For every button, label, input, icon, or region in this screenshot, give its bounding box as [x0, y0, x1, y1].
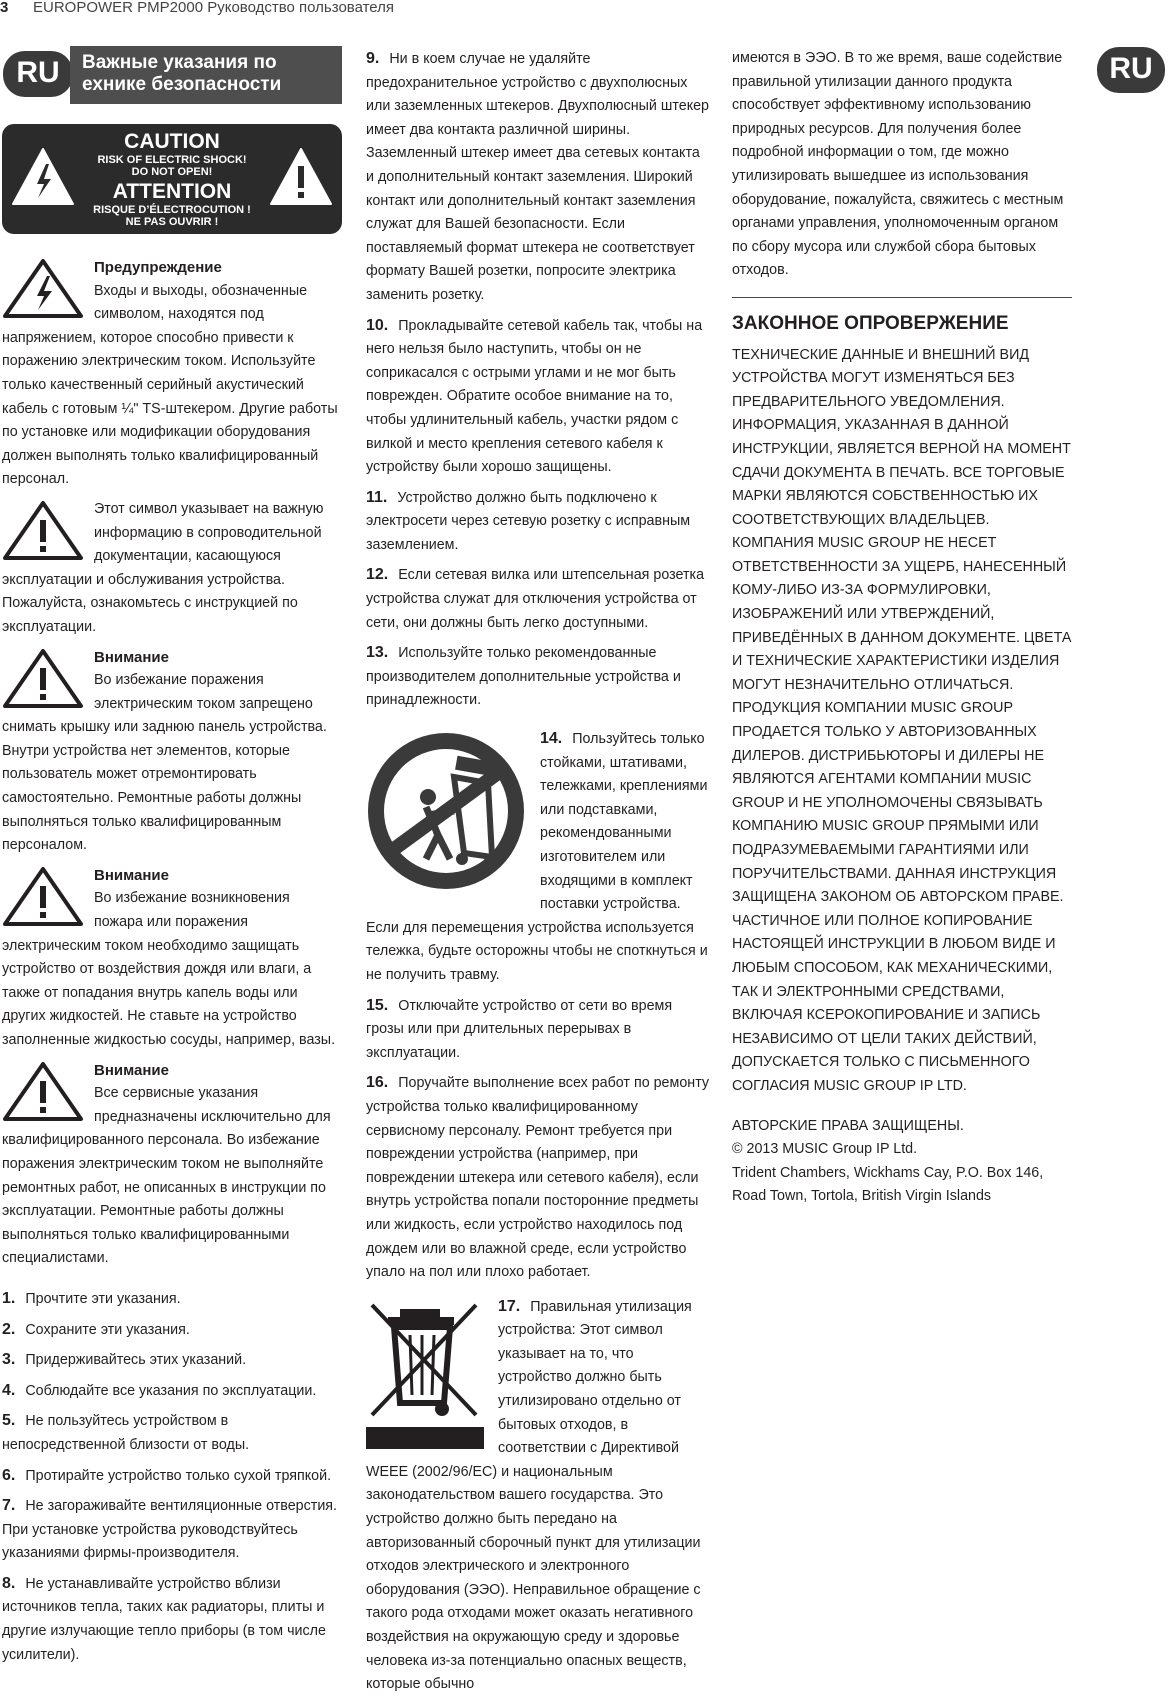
instruction-list — [2, 1287, 340, 1667]
item-number: 13. — [366, 644, 389, 662]
list-item — [366, 727, 711, 988]
weee-disposal-icon — [366, 1299, 484, 1449]
legal-disclaimer-text: ТЕХНИЧЕСКИЕ ДАННЫЕ И ВНЕШНИЙ ВИД УСТРОЙСТВА МОГУТ ИЗМЕНЯТЬСЯ БЕЗ ПРЕДВАРИТЕЛЬНОГО УВЕДОМЛЕНИЯ. ИНФОРМАЦИЯ, УКАЗАННАЯ В ДАННОЙ ИНСТРУКЦИИ, ЯВЛЯЕТСЯ ВЕРНОЙ НА МОМЕНТ СДАЧИ ДОКУМЕНТА В ПЕЧАТЬ. ВСЕ ТОРГОВЫЕ МАРКИ ЯВЛЯЮТСЯ СОБСТВЕННОСТЬЮ ИХ СООТВЕТСТВУЮЩИХ ВЛАДЕЛЬЦЕВ. КОМПАНИЯ MUSIC GROUP НЕ НЕСЕТ ОТВЕТСТВЕННОСТИ ЗА УЩЕРБ, НАНЕСЕННЫЙ КОМУ-ЛИБО ИЗ-ЗА ФОРМУЛИРОВКИ, ИЗОБРАЖЕНИЙ ИЛИ УТВЕРЖДЕНИЙ, ПРИВЕДЁННЫХ В ДАННОМ ДОКУМЕНТЕ. ЦВЕТА И ТЕХНИЧЕСКИЕ ХАРАКТЕРИСТИКИ ИЗДЕЛИЯ МОГУТ НЕЗНАЧИТЕЛЬНО ОТЛИЧАТЬСЯ. ПРОДУКЦИЯ КОМПАНИИ MUSIC GROUP ПРОДАЕТСЯ ТОЛЬКО У АВТОРИЗОВАННЫХ ДИЛЕРОВ. ДИСТРИБЬЮТОРЫ И ДИЛЕРЫ НЕ ЯВЛЯЮТСЯ АГЕНТАМИ КОМПАНИИ MUSIC GROUP И НЕ УПОЛНОМОЧЕНЫ СВЯЗЫВАТЬ КОМПАНИЮ MUSIC GROUP ПРЯМЫМИ ИЛИ ПОДРАЗУМЕВАЕМЫМИ ГАРАНТИЯМИ ИЛИ ПОРУЧИТЕЛЬСТВАМИ. ДАННАЯ ИНСТРУКЦИЯ ЗАЩИЩЕНА ЗАКОНОМ ОБ АВТОРСКОМ ПРАВЕ. ЧАСТИЧНОЕ ИЛИ ПОЛНОЕ КОПИРОВАНИЕ НАСТОЯЩЕЙ ИНСТРУКЦИИ В ЛЮБОМ ВИДЕ И ЛЮБЫМ СПОСОБОМ, КАК МЕХАНИЧЕСКИМИ, ТАК И ЭЛЕКТРОННЫМИ СРЕДСТВАМИ, ВКЛЮЧАЯ КСЕРОКОПИРОВАНИЕ И ЗАПИСЬ НЕЗАВИСИМО ОТ ЦЕЛИ ТАКИХ ДЕЙСТВИЙ, ДОПУСКАЕТСЯ ТОЛЬКО С ПИСЬМЕННОГО СОГЛАСИЯ MUSIC GROUP IP LTD. — [732, 346, 1072, 1094]
warning-block — [2, 864, 340, 1053]
language-badge-right: RU — [1097, 47, 1165, 93]
list-item — [366, 1295, 711, 1697]
warning-title: Внимание — [94, 648, 169, 666]
item-text: Прочтите эти указания. — [25, 1290, 181, 1307]
column-2 — [366, 47, 711, 1703]
item-text: Придерживайтесь этих указаний. — [25, 1352, 247, 1369]
caution-sub-1: RISK OF ELECTRIC SHOCK! — [97, 154, 247, 166]
warning-text: Во избежание поражения электрическим током запрещено снимать крышку или заднюю панель устройства. Внутри устройства нет элементов, которые пользователь может отремонтировать самостоятельно. Ремонтные работы должны выполняться только квалифицированным персоналом. — [2, 672, 327, 854]
item-text: Устройство должно быть подключено к электросети через сетевую розетку с исправным заземлением. — [366, 489, 691, 553]
item-text: Поручайте выполнение всех работ по ремонту устройства только квалифицированному сервисному персоналу. Ремонт требуется при повреждении устройства (например, при повреждении штекера или сетевого кабеля), если внутрь устройства попали посторонние предметы или жидкость, если устройство находилось под дождем или во влажной среде, если устройство упало на пол или плохо работает. — [366, 1075, 710, 1281]
column-3 — [732, 47, 1072, 1209]
list-item — [366, 641, 711, 713]
column-1 — [2, 256, 340, 1673]
item-text: Сохраните эти указания. — [25, 1321, 190, 1338]
warning-block — [2, 498, 340, 640]
item-text: Ни в коем случае не удаляйте предохранительное устройство с двухполюсных или заземленных штекеров. Двухполюсный штекер имеет два контакта различной ширины. Заземленный штекер имеет два сетевых контакта и дополнительный контакт заземления. Широкий контакт или дополнительный контакт заземления служат для Вашей безопасности. Если поставляемый формат штекера не соответствует формату Вашей розетки, попросите электрика заменить розетку. — [366, 51, 710, 303]
exclamation-warning-icon — [2, 866, 84, 928]
item-number: 9. — [366, 50, 380, 67]
list-item — [2, 1318, 340, 1343]
lightning-warning-icon — [2, 258, 84, 320]
warning-block — [2, 1059, 340, 1271]
item-number: 6. — [2, 1466, 16, 1484]
divider — [732, 297, 1072, 298]
list-item — [2, 1494, 340, 1566]
warning-block — [2, 256, 340, 492]
item-text: Соблюдайте все указания по эксплуатации. — [25, 1382, 317, 1399]
attention-sub-2: NE PAS OUVRIR ! — [125, 216, 219, 228]
item-number: 4. — [2, 1381, 16, 1399]
exclamation-warning-icon — [2, 648, 84, 710]
item-number: 7. — [2, 1497, 16, 1515]
list-item — [366, 1071, 711, 1284]
item-text: Отключайте устройство от сети во время грозы или при длительных перерывах в эксплуатации. — [366, 997, 673, 1061]
caution-sub-2: DO NOT OPEN! — [131, 166, 213, 178]
list-item — [2, 1348, 340, 1373]
warning-title: Предупреждение — [94, 259, 222, 276]
list-item — [2, 1379, 340, 1404]
language-badge: RU — [3, 51, 73, 97]
item-number: 12. — [366, 566, 389, 584]
page-number: 3 — [0, 0, 9, 16]
item-number: 3. — [2, 1351, 16, 1369]
item-number: 17. — [498, 1297, 521, 1315]
item-number: 10. — [366, 316, 389, 334]
cart-warning-icon — [366, 731, 526, 891]
list-item — [366, 47, 711, 308]
item-text: Пользуйтесь только стойками, штативами, тележками, креплениями или подставками, рекомендованными изготовителем или входящими в комплект поставки устройства. Если для перемещения устройства используется тележка, будьте осторожны чтобы не споткнуться и не получить травму. — [366, 731, 708, 983]
item-text: Прокладывайте сетевой кабель так, чтобы на него нельзя было наступить, чтобы он не соприкасался с острыми углами и не мог быть поврежден. Обратите особое внимание на то, чтобы удлинительный кабель, участки рядом с вилкой и место крепления сетевого кабеля к устройству были хорошо защищены. — [366, 317, 703, 476]
warning-block — [2, 646, 340, 858]
item-text: Правильная утилизация устройства: Этот символ указывает на то, что устройство должно быть утилизировано отдельно от бытовых отходов, в соответствии с Директивой WEEE (2002/96/EC) и национальным законодательством вашего государства. Это устройство должно быть передано на авторизованный сборочный пункт для утилизации отходов электрического и электронного оборудования (ЭЭО). Неправильное обращение с такого рода отходами может оказать негативного воздействия на окружающую среду и здоровье человека из-за потенциально опасных веществ, которые обычно — [366, 1298, 701, 1693]
list-item — [2, 1287, 340, 1312]
item-number: 11. — [366, 488, 388, 506]
item-number: 15. — [366, 996, 389, 1014]
warning-title: Внимание — [94, 866, 169, 884]
document-title: EUROPOWER PMP2000 Руководство пользователя — [33, 0, 395, 16]
item-text: Не загораживайте вентиляционные отверстия. При установке устройства руководствуйтесь указаниями фирмы-производителя. — [2, 1498, 338, 1562]
warning-text: Во избежание возникновения пожара или поражения электрическим током необходимо защищать устройство от воздействия дождя или влаги, а также от попадания внутрь капель воды или других жидкостей. Не ставьте на устройство заполненные жидкостью сосуды, например, вазы. — [2, 890, 336, 1048]
warning-text: Этот символ указывает на важную информацию в сопроводительной документации, касающуюся эксплуатации и обслуживания устройства. Пожалуйста, ознакомьтесь с инструкцией по эксплуатации. — [2, 500, 324, 635]
item-number: 2. — [2, 1320, 16, 1338]
legal-disclaimer-title: ЗАКОННОЕ ОПРОВЕРЖЕНИЕ — [732, 312, 1009, 334]
address-line-1: Trident Chambers, Wickhams Cay, P.O. Box 146, — [732, 1164, 1044, 1181]
list-item — [366, 486, 711, 558]
exclamation-warning-icon — [268, 146, 334, 208]
section-heading-line1: Важные указания по — [82, 52, 277, 73]
caution-label — [2, 124, 342, 234]
item-text: Не устанавливайте устройство вблизи источников тепла, таких как радиаторы, плиты и другие излучающие тепло приборы (в том числе усилители). — [2, 1575, 326, 1663]
disposal-continued-text: имеются в ЭЭО. В то же время, ваше содействие правильной утилизации данного продукта способствует эффективному использованию природных ресурсов. Для получения более подробной информации о том, где можно утилизировать вышедшее из использования оборудование, пожалуйста, свяжитесь с местным органами управления, уполномоченным органом по сбору мусора или службой сбора бытовых отходов. — [732, 50, 1064, 279]
item-number: 16. — [366, 1074, 389, 1092]
list-item — [366, 314, 711, 480]
exclamation-warning-icon — [2, 500, 84, 562]
item-text: Используйте только рекомендованные производителем дополнительные устройства и принадлежности. — [366, 645, 681, 709]
item-text: Если сетевая вилка или штепсельная розетка устройства служат для отключения устройства от сети, они должны быть легко доступными. — [366, 567, 705, 631]
warning-title: Внимание — [94, 1061, 169, 1079]
item-number: 14. — [540, 730, 563, 748]
attention-title: ATTENTION — [112, 180, 232, 203]
address-line-2: Road Town, Tortola, British Virgin Islands — [732, 1188, 992, 1205]
item-number: 1. — [2, 1289, 16, 1307]
list-item — [2, 1572, 340, 1667]
item-text: Не пользуйтесь устройством в непосредственной близости от воды. — [2, 1413, 250, 1453]
list-item — [366, 994, 711, 1066]
list-item — [366, 563, 711, 635]
section-heading-line2: ехнике безопасности — [82, 74, 282, 95]
list-item — [2, 1409, 340, 1457]
item-number: 5. — [2, 1412, 16, 1430]
list-item — [2, 1464, 340, 1489]
item-text: Протирайте устройство только сухой тряпкой. — [25, 1467, 332, 1484]
caution-title: CAUTION — [124, 130, 220, 153]
section-heading — [70, 46, 342, 104]
warning-text: Все сервисные указания предназначены исключительно для квалифицированного персонала. Во избежание поражения электрическим током не выполняйте ремонтных работ, не описанных в инструкции по эксплуатации. Ремонтные работы должны выполняться только квалифицированными специалистами. — [2, 1085, 331, 1267]
attention-sub-1: RISQUE D’ÉLECTROCUTION ! — [93, 204, 251, 216]
item-number: 8. — [2, 1574, 16, 1592]
copyright-text: © 2013 MUSIC Group IP Ltd. — [732, 1141, 918, 1158]
warning-text: Входы и выходы, обозначенные символом, находятся под напряжением, которое способно привести к поражению электрическим током. Используйте только качественный серийный акустический кабель с готовым ¼" TS-штекером. Другие работы по установке или модификации оборудования должен выполнять только квалифицированный персонал. — [2, 282, 338, 488]
rights-text: АВТОРСКИЕ ПРАВА ЗАЩИЩЕНЫ. — [732, 1117, 964, 1134]
exclamation-warning-icon — [2, 1061, 84, 1123]
